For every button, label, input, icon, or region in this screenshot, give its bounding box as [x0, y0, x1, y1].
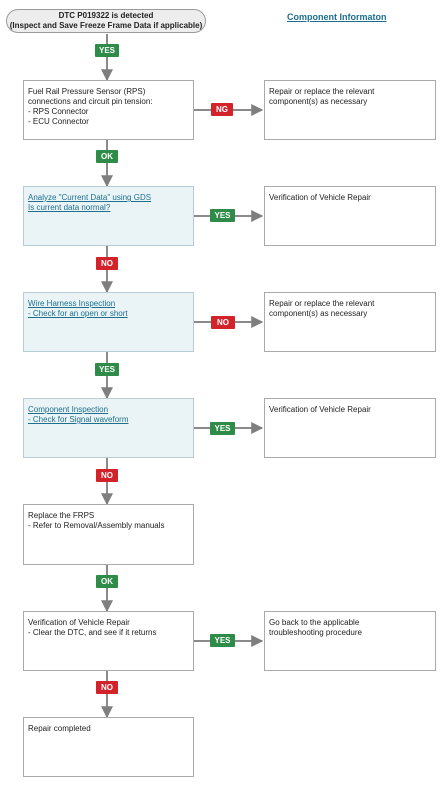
- step-replace-frps: [23, 504, 194, 565]
- step-text: - RPS Connector: [28, 107, 89, 116]
- step-link[interactable]: Wire Harness Inspection: [28, 299, 116, 308]
- badge-yes-verify: YES: [210, 634, 235, 647]
- outcome-text: Verification of Vehicle Repair: [269, 193, 371, 202]
- step-link[interactable]: Is current data normal?: [28, 203, 111, 212]
- outcome-text: Repair or replace the relevant: [269, 299, 375, 308]
- step-text: Fuel Rail Pressure Sensor (RPS): [28, 87, 146, 96]
- step-text: Repair completed: [28, 724, 91, 733]
- step-wire-harness[interactable]: [23, 292, 194, 352]
- outcome-text: component(s) as necessary: [269, 97, 368, 106]
- badge-ng-rps: NG: [211, 103, 233, 116]
- outcome-text: Verification of Vehicle Repair: [269, 405, 371, 414]
- start-terminal: [6, 9, 206, 33]
- badge-no-harness: NO: [211, 316, 235, 329]
- badge-no-component: NO: [96, 469, 118, 482]
- start-line2: (Inspect and Save Freeze Frame Data if applicable): [9, 21, 203, 30]
- badge-no-verify: NO: [96, 681, 118, 694]
- step-verify-repair: [23, 611, 194, 671]
- badge-yes-start: YES: [95, 44, 119, 57]
- component-information-link[interactable]: Component Informaton: [287, 12, 387, 22]
- badge-ok-replace: OK: [96, 575, 118, 588]
- step-rps-inspection: [23, 80, 194, 140]
- outcome-text: Go back to the applicable: [269, 618, 360, 627]
- start-line1: DTC P019322 is detected: [58, 11, 154, 20]
- badge-ok-rps: OK: [96, 150, 118, 163]
- outcome-text: component(s) as necessary: [269, 309, 368, 318]
- badge-no-gds: NO: [96, 257, 118, 270]
- outcome-verification-1: [264, 186, 436, 246]
- step-text: Replace the FRPS: [28, 511, 95, 520]
- step-text: - Refer to Removal/Assembly manuals: [28, 521, 165, 530]
- outcome-verification-2: [264, 398, 436, 458]
- outcome-go-back: [264, 611, 436, 671]
- step-link[interactable]: - Check for Signal waveform: [28, 415, 129, 424]
- step-link[interactable]: Analyze "Current Data" using GDS: [28, 193, 152, 202]
- step-link[interactable]: - Check for an open or short: [28, 309, 128, 318]
- step-gds-analysis[interactable]: [23, 186, 194, 246]
- step-text: Verification of Vehicle Repair: [28, 618, 130, 627]
- step-text: - ECU Connector: [28, 117, 89, 126]
- step-link[interactable]: Component Inspection: [28, 405, 109, 414]
- step-text: - Clear the DTC, and see if it returns: [28, 628, 157, 637]
- outcome-text: troubleshooting procedure: [269, 628, 362, 637]
- step-repair-completed: [23, 717, 194, 777]
- outcome-repair-replace-1: [264, 80, 436, 140]
- badge-yes-harness: YES: [95, 363, 119, 376]
- badge-yes-component: YES: [210, 422, 235, 435]
- step-text: connections and circuit pin tension:: [28, 97, 153, 106]
- badge-yes-gds: YES: [210, 209, 235, 222]
- outcome-repair-replace-2: [264, 292, 436, 352]
- step-component-inspection[interactable]: [23, 398, 194, 458]
- outcome-text: Repair or replace the relevant: [269, 87, 375, 96]
